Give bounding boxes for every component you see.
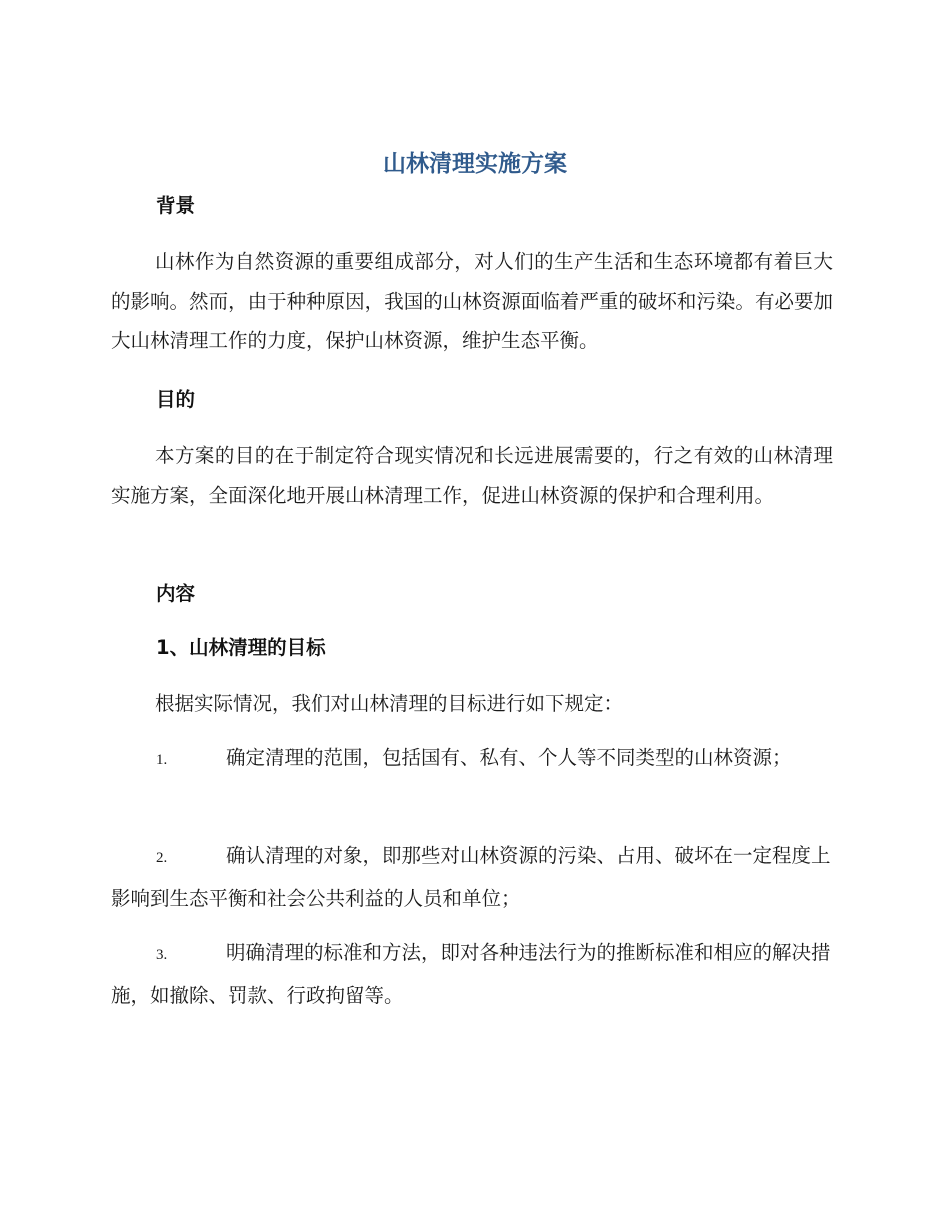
list-item <box>111 738 833 781</box>
paragraph-purpose: 本方案的目的在于制定符合现实情况和长远进展需要的，行之有效的山林清理实施方案，全面深化地开展山林清理工作，促进山林资源的保护和合理利用。 <box>111 444 833 507</box>
list-item-number: 3. <box>156 947 168 963</box>
list-item-text: 确定清理的范围，包括国有、私有、个人等不同类型的山林资源； <box>226 746 792 769</box>
list-item <box>111 933 833 1015</box>
paragraph-background: 山林作为自然资源的重要组成部分，对人们的生产生活和生态环境都有着巨大的影响。然而，由于种种原因，我国的山林资源面临着严重的破坏和污染。有必要加大山林清理工作的力度，保护山林资源，维护生态平衡。 <box>111 250 833 352</box>
heading-background: 背景 <box>156 194 196 217</box>
list-item-text: 确认清理的对象，即那些对山林资源的污染、占用、破坏在一定程度上影响到生态平衡和社会公共利益的人员和单位； <box>111 844 831 910</box>
list-item-text: 明确清理的标准和方法，即对各种违法行为的推断标准和相应的解决措施，如撤除、罚款、行政拘留等。 <box>111 941 831 1007</box>
list-item-number: 2. <box>156 850 168 866</box>
paragraph-intro: 根据实际情况，我们对山林清理的目标进行如下规定： <box>155 692 624 715</box>
heading-content: 内容 <box>156 582 196 605</box>
list-item-number: 1. <box>156 752 168 768</box>
heading-purpose: 目的 <box>156 388 196 411</box>
subheading-goal: 1、山林清理的目标 <box>156 636 326 659</box>
document-title: 山林清理实施方案 <box>383 151 567 177</box>
list-item <box>111 836 833 918</box>
